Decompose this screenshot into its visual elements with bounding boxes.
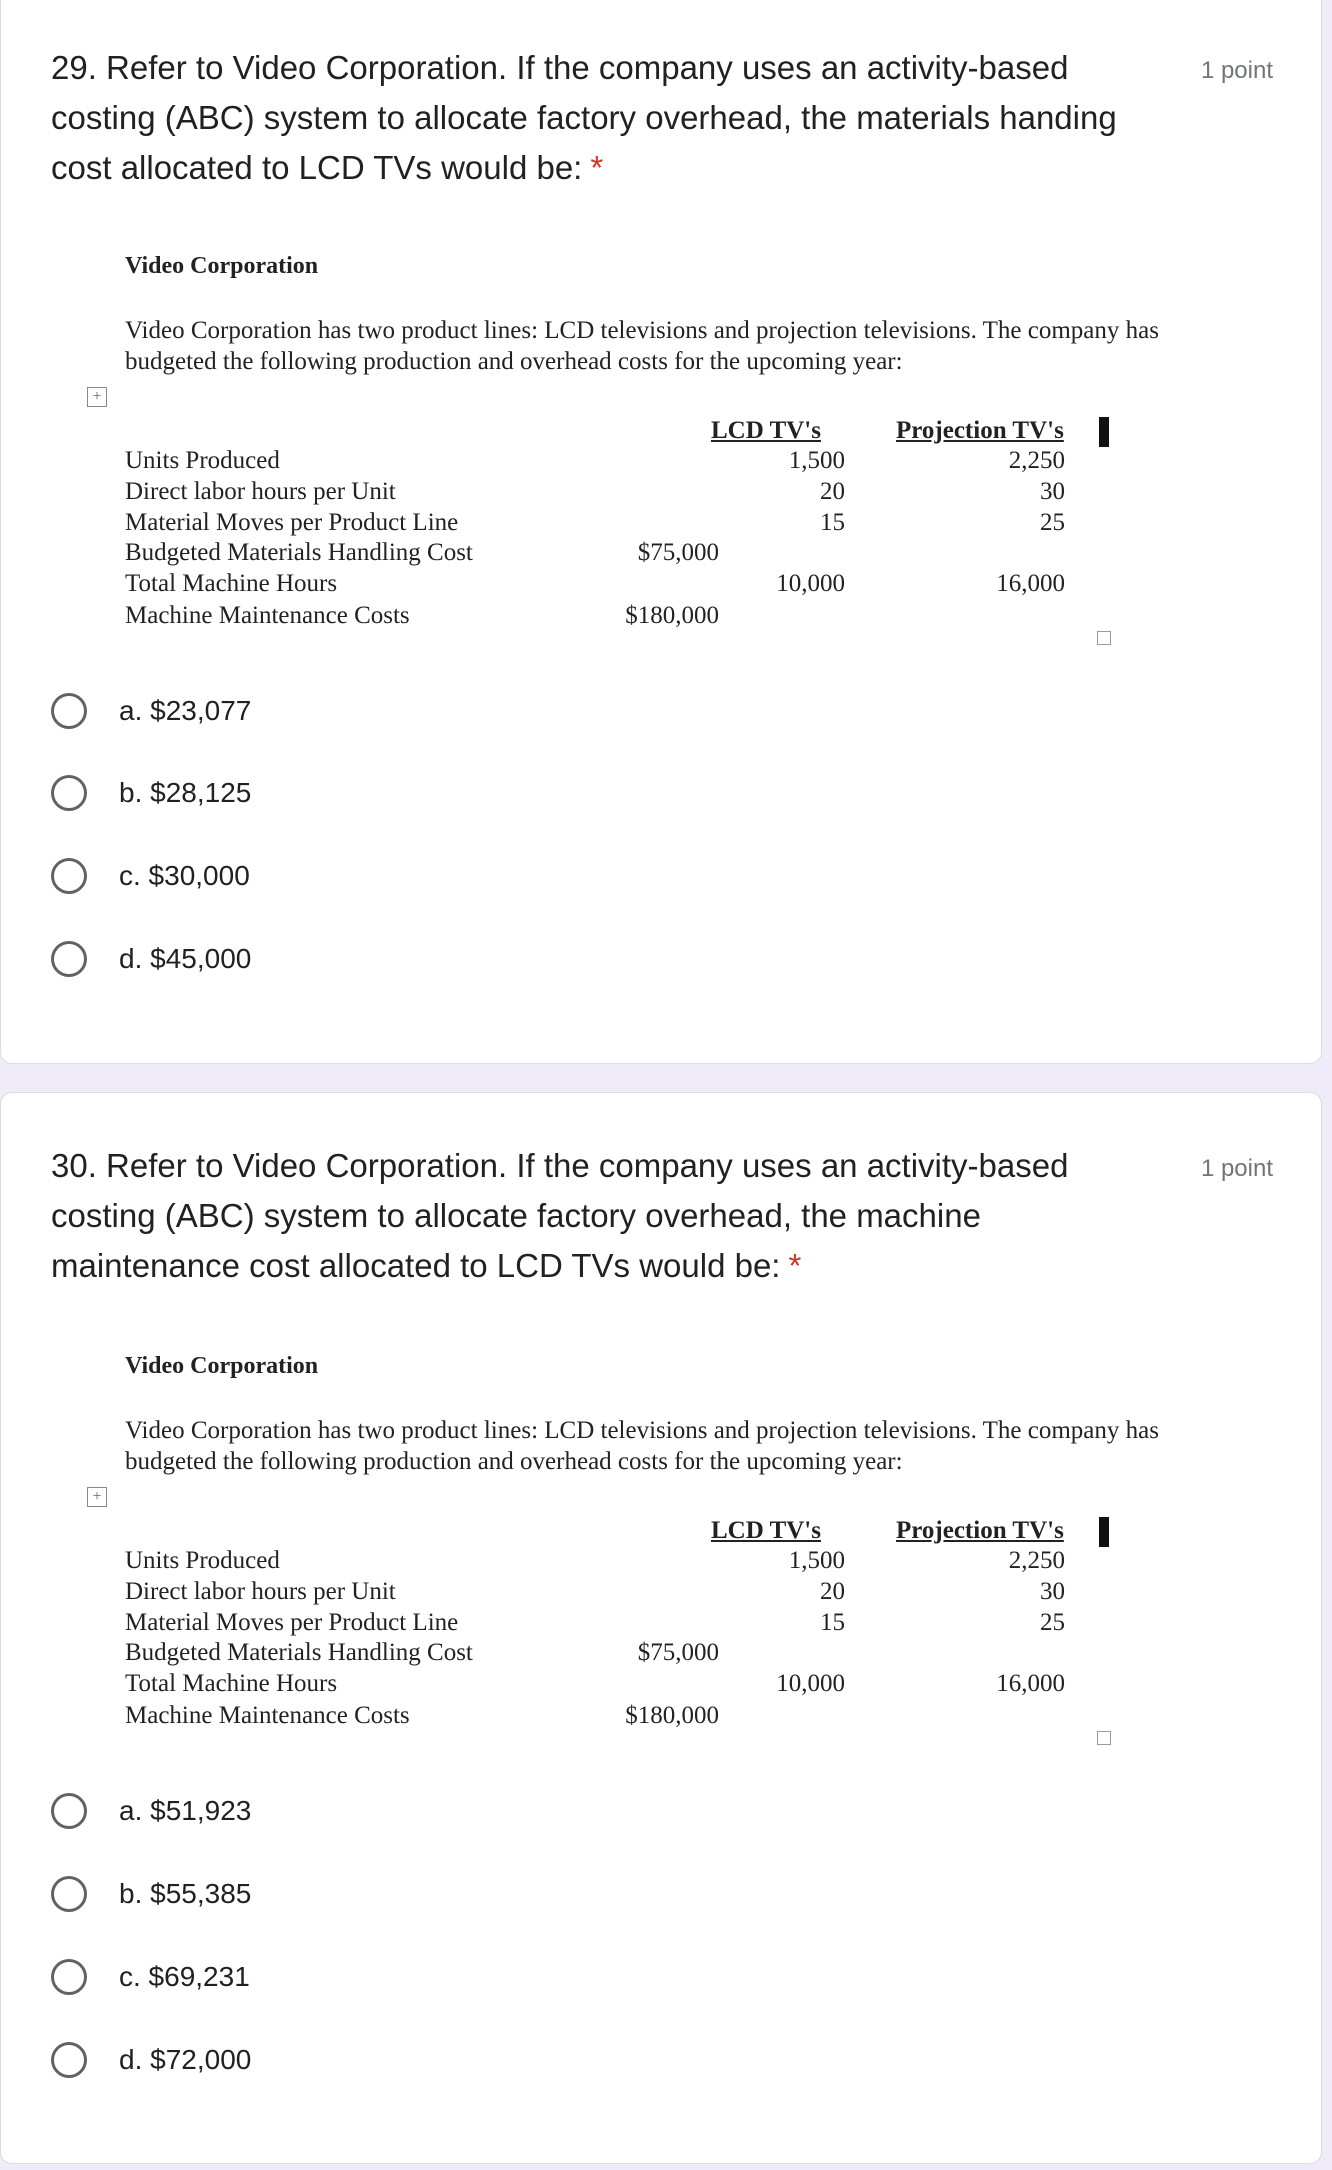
cell-value: 1,500 <box>788 1547 845 1574</box>
radio-button[interactable] <box>51 693 87 729</box>
question-image <box>81 239 1241 659</box>
option-b[interactable] <box>51 775 651 819</box>
radio-button[interactable] <box>51 2042 87 2078</box>
cell-value: 30 <box>1040 1578 1065 1605</box>
cell-value: 16,000 <box>996 1670 1065 1697</box>
figure-intro: Video Corporation has two product lines: LCD televisions and projection televisions. The company has budgeted the following production and overhead costs for the upcoming year: <box>125 1417 1159 1475</box>
figure-heading: Video Corporation <box>125 1353 319 1379</box>
row-label: Material Moves per Product Line <box>125 1609 459 1636</box>
points-label: 1 point <box>1200 1155 1273 1182</box>
row-label: Budgeted Materials Handling Cost <box>125 1639 473 1666</box>
resize-handle-icon <box>1097 631 1111 645</box>
row-label: Units Produced <box>125 447 280 474</box>
row-label: Machine Maintenance Costs <box>125 1702 410 1729</box>
option-label: c. $30,000 <box>119 860 250 891</box>
option-label: c. $69,231 <box>119 1961 250 1992</box>
option-c[interactable] <box>51 858 651 902</box>
cell-value: 20 <box>820 1578 845 1605</box>
option-d[interactable] <box>51 941 651 985</box>
figure-intro: Video Corporation has two product lines: LCD televisions and projection televisions. The company has budgeted the following production and overhead costs for the upcoming year: <box>125 317 1159 375</box>
column-header-projection: Projection TV's <box>896 417 1064 444</box>
cell-value: 16,000 <box>996 570 1065 597</box>
cell-value: $75,000 <box>637 539 719 566</box>
cell-value: 20 <box>820 478 845 505</box>
cell-value: $180,000 <box>625 1702 719 1729</box>
question-card-30 <box>0 1092 1322 2164</box>
option-label: d. $72,000 <box>119 2044 252 2075</box>
radio-button[interactable] <box>51 1959 87 1995</box>
points-label: 1 point <box>1200 57 1273 84</box>
row-label: Units Produced <box>125 1547 280 1574</box>
row-label: Direct labor hours per Unit <box>125 1578 396 1605</box>
question-card-29 <box>0 0 1322 1064</box>
cell-value: 15 <box>820 509 845 536</box>
option-label: b. $28,125 <box>119 777 252 808</box>
option-a[interactable] <box>51 1793 651 1837</box>
radio-button[interactable] <box>51 941 87 977</box>
radio-button[interactable] <box>51 775 87 811</box>
cell-value: 30 <box>1040 478 1065 505</box>
required-asterisk: * <box>590 149 604 186</box>
option-label: a. $51,923 <box>119 1795 252 1826</box>
cell-value: $180,000 <box>625 602 719 629</box>
row-label: Budgeted Materials Handling Cost <box>125 539 473 566</box>
cell-value: 10,000 <box>776 1670 845 1697</box>
option-a[interactable] <box>51 693 651 737</box>
radio-button[interactable] <box>51 858 87 894</box>
column-header-projection: Projection TV's <box>896 1517 1064 1544</box>
radio-button[interactable] <box>51 1876 87 1912</box>
resize-handle-icon <box>1097 1731 1111 1745</box>
text-cursor-mark <box>1099 417 1109 447</box>
option-label: a. $23,077 <box>119 695 252 726</box>
row-label: Total Machine Hours <box>125 1670 338 1697</box>
required-asterisk: * <box>788 1247 802 1284</box>
option-b[interactable] <box>51 1876 651 1920</box>
row-label: Material Moves per Product Line <box>125 509 459 536</box>
cell-value: $75,000 <box>637 1639 719 1666</box>
row-label: Direct labor hours per Unit <box>125 478 396 505</box>
move-handle-icon: + <box>87 1487 107 1507</box>
question-title: 29. Refer to Video Corporation. If the company uses an activity-based costing (ABC) system to allocate factory overhead, the materials handing cost allocated to LCD TVs would be: * <box>51 49 1117 186</box>
option-label: b. $55,385 <box>119 1878 252 1909</box>
option-d[interactable] <box>51 2042 651 2086</box>
column-header-lcd: LCD TV's <box>711 1517 821 1544</box>
radio-button[interactable] <box>51 1793 87 1829</box>
row-label: Total Machine Hours <box>125 570 338 597</box>
cell-value: 1,500 <box>788 447 845 474</box>
question-title: 30. Refer to Video Corporation. If the company uses an activity-based costing (ABC) system to allocate factory overhead, the machine maintenance cost allocated to LCD TVs would be: * <box>51 1147 1069 1284</box>
move-handle-icon: + <box>87 387 107 407</box>
figure-heading: Video Corporation <box>125 253 319 279</box>
option-c[interactable] <box>51 1959 651 2003</box>
cell-value: 25 <box>1040 1609 1065 1636</box>
row-label: Machine Maintenance Costs <box>125 602 410 629</box>
cell-value: 2,250 <box>1008 447 1065 474</box>
column-header-lcd: LCD TV's <box>711 417 821 444</box>
text-cursor-mark <box>1099 1517 1109 1547</box>
cell-value: 25 <box>1040 509 1065 536</box>
option-label: d. $45,000 <box>119 943 252 974</box>
cell-value: 10,000 <box>776 570 845 597</box>
question-image <box>81 1339 1241 1759</box>
cell-value: 15 <box>820 1609 845 1636</box>
cell-value: 2,250 <box>1008 1547 1065 1574</box>
